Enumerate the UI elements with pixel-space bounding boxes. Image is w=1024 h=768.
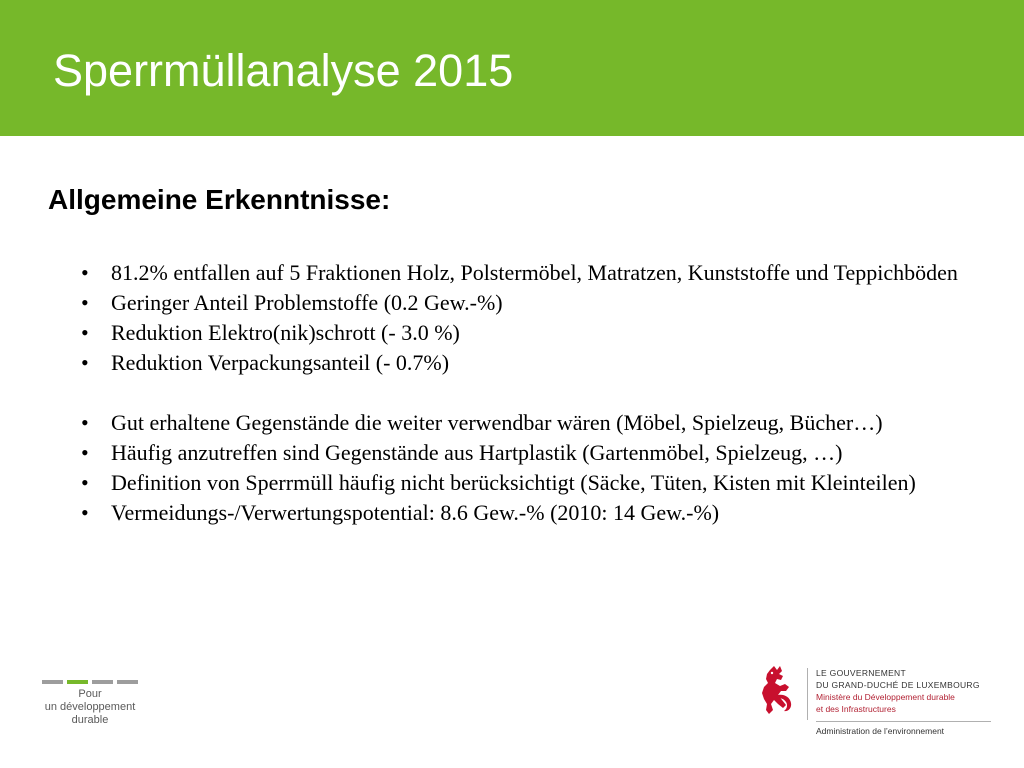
- slide-title: Sperrmüllanalyse 2015: [53, 45, 514, 96]
- list-item: [78, 258, 978, 288]
- bullet-text: Reduktion Elektro(nik)schrott (- 3.0 %): [111, 320, 460, 345]
- logo-color-bars: [42, 680, 138, 684]
- logo-bar: [42, 680, 63, 684]
- logo-caption: [42, 688, 138, 727]
- bullet-text: Gut erhaltene Gegenstände die weiter verwendbar wären (Möbel, Spielzeug, Bücher…): [111, 410, 883, 435]
- bullet-text: Vermeidungs-/Verwertungspotential: 8.6 Gew.-% (2010: 14 Gew.-%): [111, 500, 720, 525]
- government-logo: [756, 664, 996, 744]
- list-item: [78, 438, 978, 468]
- list-item: [78, 498, 978, 528]
- bullet-text: Definition von Sperrmüll häufig nicht berücksichtigt (Säcke, Tüten, Kisten mit Kleinteilen): [111, 470, 916, 495]
- list-item: [78, 468, 978, 498]
- red-lion-icon: [756, 664, 796, 718]
- logo-bar: [92, 680, 113, 684]
- government-name: [816, 667, 980, 715]
- title-bar: [0, 0, 1024, 136]
- logo-bar-accent: [67, 680, 88, 684]
- bullet-marker: •: [81, 500, 89, 525]
- logo-line: durable: [71, 714, 109, 726]
- government-line: LE GOUVERNEMENT: [816, 668, 906, 678]
- list-item: [78, 288, 978, 318]
- bullet-marker: •: [81, 410, 89, 435]
- admin-divider: [816, 721, 991, 722]
- bullet-list: [78, 258, 978, 528]
- bullet-text: Geringer Anteil Problemstoffe (0.2 Gew.-%): [111, 290, 503, 315]
- bullet-marker: •: [81, 350, 89, 375]
- bullet-text: Reduktion Verpackungsanteil (- 0.7%): [111, 350, 450, 375]
- logo-divider: [807, 668, 808, 720]
- bullet-marker: •: [81, 260, 89, 285]
- bullet-marker: •: [81, 290, 89, 315]
- section-heading: Allgemeine Erkenntnisse:: [48, 184, 391, 215]
- bullet-marker: •: [81, 440, 89, 465]
- government-line: DU GRAND-DUCHÉ DE LUXEMBOURG: [816, 680, 980, 690]
- list-item: [78, 318, 978, 348]
- list-item: [78, 348, 978, 378]
- logo-line: un développement: [44, 701, 136, 713]
- administration-name: Administration de l’environnement: [816, 726, 945, 736]
- ministry-line: Ministère du Développement durable: [816, 692, 955, 702]
- bullet-marker: •: [81, 320, 89, 345]
- list-item: [78, 408, 978, 438]
- bullet-text: 81.2% entfallen auf 5 Fraktionen Holz, Polstermöbel, Matratzen, Kunststoffe und Teppichböden: [111, 260, 958, 285]
- sustainable-development-logo: [42, 680, 142, 740]
- bullet-text: Häufig anzutreffen sind Gegenstände aus Hartplastik (Gartenmöbel, Spielzeug, …): [111, 440, 843, 465]
- logo-line: Pour: [78, 688, 102, 700]
- logo-bar: [117, 680, 138, 684]
- bullet-marker: •: [81, 470, 89, 495]
- ministry-line: et des Infrastructures: [816, 704, 896, 714]
